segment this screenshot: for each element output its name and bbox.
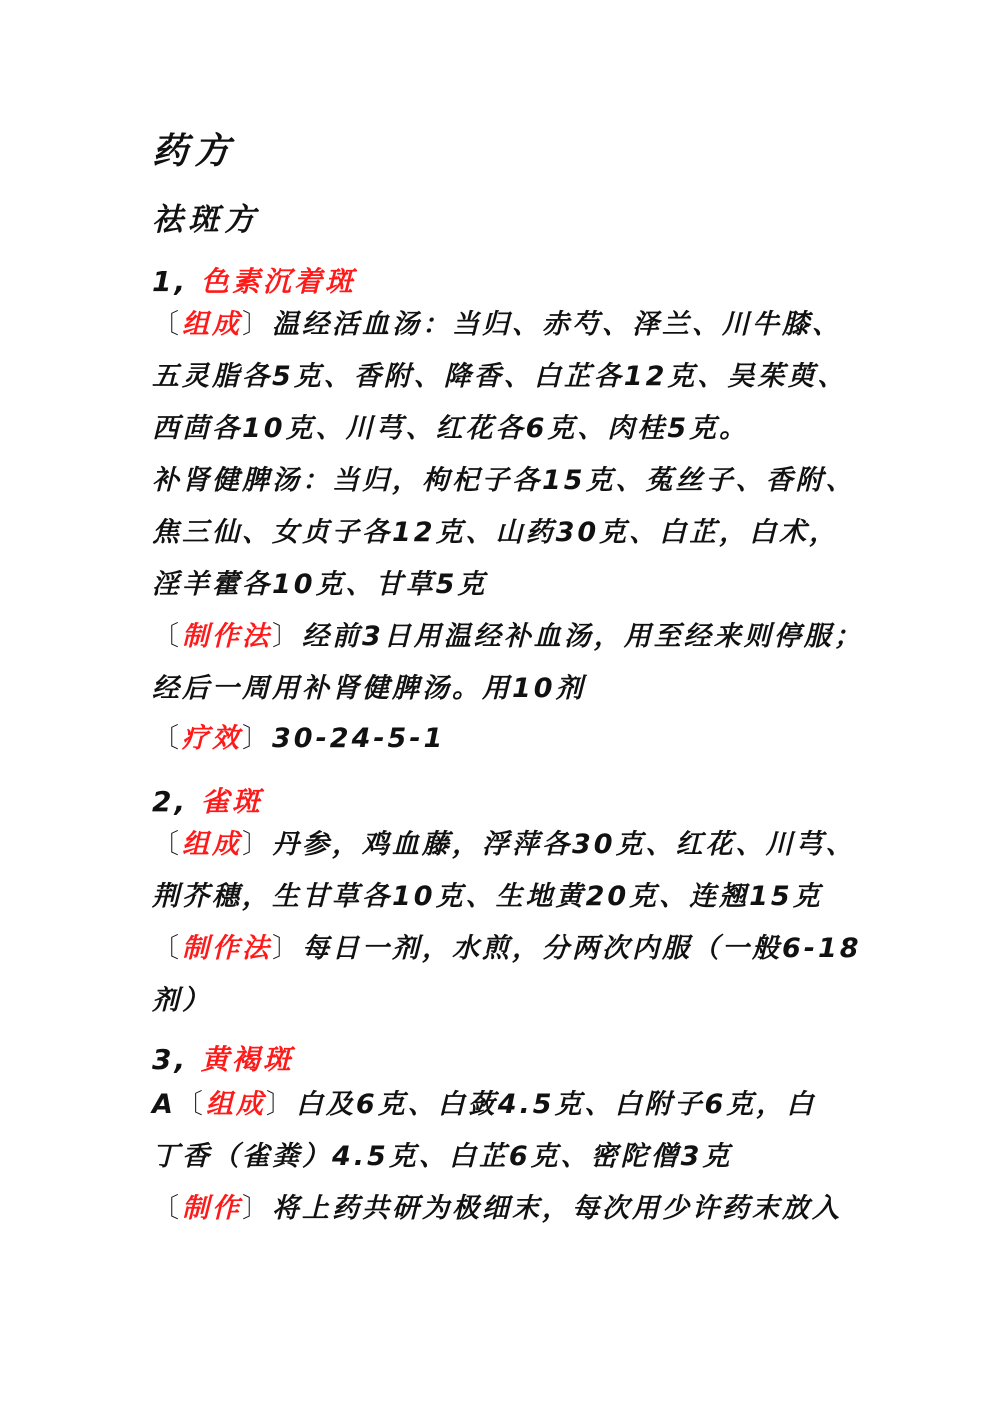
close-bracket: 〕 <box>242 309 272 340</box>
composition-tag: 组成 <box>205 1089 266 1120</box>
open-bracket: 〔 <box>152 309 182 340</box>
section-1-composition-line-3: 西茴各10克、川芎、红花各6克、肉桂5克。 <box>152 413 750 444</box>
section-1-heading <box>152 265 356 299</box>
method-tag: 制作 <box>182 1193 242 1224</box>
section-2-composition-line-1 <box>152 828 856 862</box>
section-1-composition-line-5: 焦三仙、女贞子各12克、山药30克、白芷，白术， <box>152 517 840 548</box>
open-bracket: 〔 <box>152 829 182 860</box>
method-text: 每日一剂，水煎，分两次内服（一般6-18 <box>302 933 862 964</box>
close-bracket: 〕 <box>272 933 302 964</box>
effect-text: 30-24-5-1 <box>272 723 446 754</box>
section-number: 1, <box>152 265 189 298</box>
effect-tag: 疗效 <box>182 723 242 754</box>
close-bracket: 〕 <box>242 723 272 754</box>
section-1-composition-line-2: 五灵脂各5克、香附、降香、白芷各12克、吴茱萸、 <box>152 361 848 392</box>
section-number: 2, <box>152 785 189 818</box>
close-bracket: 〕 <box>265 1089 296 1120</box>
section-1-composition-line-4: 补肾健脾汤：当归，枸杞子各15克、菟丝子、香附、 <box>152 465 856 496</box>
section-2-heading <box>152 785 263 819</box>
section-1-composition-line-6: 淫羊藿各10克、甘草5克 <box>152 569 488 600</box>
section-3-composition-line-2: 丁香（雀粪）4.5克、白芷6克、密陀僧3克 <box>152 1141 733 1172</box>
section-3-method-line-1 <box>152 1192 842 1226</box>
section-2-composition-line-2: 荆芥穗，生甘草各10克、生地黄20克、连翘15克 <box>152 881 823 912</box>
method-tag: 制作法 <box>182 621 272 652</box>
section-name: 色素沉着斑 <box>200 265 356 298</box>
section-number: 3, <box>152 1043 189 1076</box>
open-bracket: 〔 <box>152 933 182 964</box>
method-text: 经前3日用温经补血汤，用至经来则停服； <box>302 621 864 652</box>
method-text: 将上药共研为极细末，每次用少许药末放入 <box>272 1193 842 1224</box>
close-bracket: 〕 <box>242 1193 272 1224</box>
section-1-composition-line-1 <box>152 308 842 342</box>
section-1-method-line-1 <box>152 620 864 654</box>
page-title: 药方 <box>152 131 237 172</box>
close-bracket: 〕 <box>242 829 272 860</box>
close-bracket: 〕 <box>272 621 302 652</box>
section-2-method-line-2: 剂） <box>152 985 212 1016</box>
composition-prefix: A <box>152 1089 176 1120</box>
open-bracket: 〔 <box>152 723 182 754</box>
section-name: 黄褐斑 <box>200 1043 294 1076</box>
composition-text: 温经活血汤：当归、赤芍、泽兰、川牛膝、 <box>272 309 842 340</box>
method-tag: 制作法 <box>182 933 272 964</box>
section-1-method-line-2: 经后一周用补肾健脾汤。用10剂 <box>152 673 586 704</box>
composition-tag: 组成 <box>182 829 242 860</box>
composition-text: 丹参，鸡血藤，浮萍各30克、红花、川芎、 <box>272 829 856 860</box>
section-3-composition-line-1 <box>152 1088 816 1122</box>
open-bracket: 〔 <box>152 621 182 652</box>
composition-text: 白及6克、白蔹4.5克、白附子6克，白 <box>295 1089 817 1120</box>
open-bracket: 〔 <box>152 1193 182 1224</box>
section-3-heading <box>152 1043 294 1077</box>
section-1-effect <box>152 722 445 756</box>
section-name: 雀斑 <box>200 785 263 818</box>
composition-tag: 组成 <box>182 309 242 340</box>
open-bracket: 〔 <box>175 1089 206 1120</box>
section-2-method-line-1 <box>152 932 862 966</box>
page-subtitle: 祛斑方 <box>152 202 260 238</box>
